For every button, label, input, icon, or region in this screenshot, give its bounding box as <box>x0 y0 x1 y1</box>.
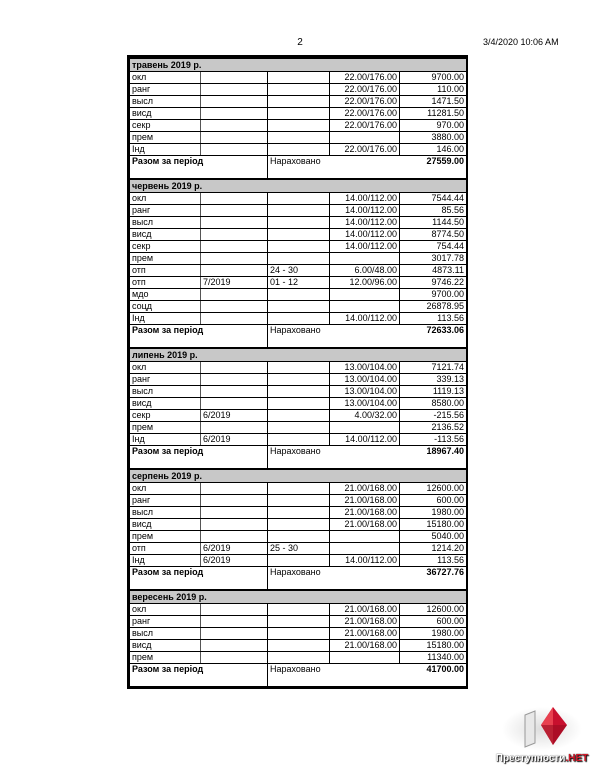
cell-days <box>268 96 330 108</box>
cell-days <box>268 604 330 616</box>
cell-days <box>268 205 330 217</box>
total-amount: 72633.06 <box>400 325 467 349</box>
cell-amount: 1980.00 <box>400 628 467 640</box>
cell-code: секр <box>130 410 201 422</box>
cell-period <box>201 422 268 434</box>
cell-amount: 1214.20 <box>400 543 467 555</box>
cell-hours <box>330 652 400 664</box>
cell-period <box>201 640 268 652</box>
cell-period <box>201 652 268 664</box>
cell-hours <box>330 422 400 434</box>
cell-hours: 21.00/168.00 <box>330 640 400 652</box>
cell-code: прем <box>130 253 201 265</box>
cell-days <box>268 313 330 325</box>
table-row <box>130 217 467 229</box>
cell-code: прем <box>130 652 201 664</box>
table-row <box>130 628 467 640</box>
table-row <box>130 652 467 664</box>
total-amount: 27559.00 <box>400 156 467 180</box>
table-row <box>130 132 467 144</box>
cell-hours <box>330 301 400 313</box>
cell-period <box>201 72 268 84</box>
cell-period <box>201 519 268 531</box>
cell-period <box>201 132 268 144</box>
cell-amount: 600.00 <box>400 616 467 628</box>
print-datetime: 3/4/2020 10:06 AM <box>483 37 559 47</box>
cell-period <box>201 120 268 132</box>
watermark-logo <box>487 703 597 773</box>
cell-days <box>268 628 330 640</box>
cell-hours: 21.00/168.00 <box>330 628 400 640</box>
watermark-text-main: Преступности <box>495 753 566 764</box>
table-row <box>130 398 467 410</box>
cell-hours: 13.00/104.00 <box>330 398 400 410</box>
total-label: Разом за період <box>130 325 268 349</box>
period-total-row <box>130 567 467 591</box>
month-header <box>130 590 467 604</box>
cell-hours: 22.00/176.00 <box>330 144 400 156</box>
table-row <box>130 144 467 156</box>
cell-period <box>201 362 268 374</box>
cell-period <box>201 241 268 253</box>
cell-period <box>201 616 268 628</box>
cell-hours: 13.00/104.00 <box>330 362 400 374</box>
cell-hours: 22.00/176.00 <box>330 96 400 108</box>
cell-code: Інд <box>130 313 201 325</box>
total-label: Разом за період <box>130 446 268 470</box>
cell-period: 6/2019 <box>201 555 268 567</box>
table-row <box>130 519 467 531</box>
cell-days <box>268 398 330 410</box>
table-row <box>130 289 467 301</box>
accrued-label: Нараховано <box>268 325 400 349</box>
cell-code: прем <box>130 531 201 543</box>
cell-period <box>201 386 268 398</box>
cell-code: Інд <box>130 555 201 567</box>
cell-hours: 14.00/112.00 <box>330 193 400 205</box>
cell-code: висд <box>130 519 201 531</box>
cell-period <box>201 507 268 519</box>
table-row <box>130 507 467 519</box>
cell-hours: 14.00/112.00 <box>330 434 400 446</box>
table-row <box>130 616 467 628</box>
cell-amount: 1980.00 <box>400 507 467 519</box>
cell-days <box>268 217 330 229</box>
watermark-text <box>487 753 597 764</box>
cell-period <box>201 253 268 265</box>
cell-period <box>201 374 268 386</box>
cell-days <box>268 386 330 398</box>
cell-days <box>268 434 330 446</box>
cell-amount: 600.00 <box>400 495 467 507</box>
cell-amount: 15180.00 <box>400 640 467 652</box>
cell-code: отп <box>130 543 201 555</box>
cell-code: окл <box>130 362 201 374</box>
cell-days <box>268 253 330 265</box>
cell-days: 25 - 30 <box>268 543 330 555</box>
month-title: вересень 2019 р. <box>130 590 467 604</box>
table-row <box>130 313 467 325</box>
cell-code: ранг <box>130 495 201 507</box>
cell-period <box>201 398 268 410</box>
cell-code: секр <box>130 120 201 132</box>
cell-period <box>201 483 268 495</box>
cell-period: 6/2019 <box>201 434 268 446</box>
table-row <box>130 422 467 434</box>
cell-amount: 110.00 <box>400 84 467 96</box>
cell-amount: -113.56 <box>400 434 467 446</box>
cell-hours: 21.00/168.00 <box>330 604 400 616</box>
cell-hours: 21.00/168.00 <box>330 507 400 519</box>
month-title: травень 2019 р. <box>130 58 467 72</box>
period-total-row <box>130 446 467 470</box>
cell-amount: 12600.00 <box>400 483 467 495</box>
cell-hours: 14.00/112.00 <box>330 313 400 325</box>
month-header <box>130 58 467 72</box>
cell-period <box>201 265 268 277</box>
cell-code: окл <box>130 483 201 495</box>
table-row <box>130 543 467 555</box>
cell-amount: 4873.11 <box>400 265 467 277</box>
cell-period <box>201 531 268 543</box>
cell-period <box>201 301 268 313</box>
table-row <box>130 531 467 543</box>
cell-hours: 12.00/96.00 <box>330 277 400 289</box>
cell-code: Інд <box>130 144 201 156</box>
cell-code: висд <box>130 398 201 410</box>
table-row <box>130 193 467 205</box>
table-row <box>130 72 467 84</box>
cell-hours <box>330 289 400 301</box>
table-row <box>130 555 467 567</box>
cell-period <box>201 217 268 229</box>
cell-period: 7/2019 <box>201 277 268 289</box>
period-total-row <box>130 325 467 349</box>
table-row <box>130 483 467 495</box>
cell-amount: 12600.00 <box>400 604 467 616</box>
month-title: липень 2019 р. <box>130 348 467 362</box>
cell-hours: 22.00/176.00 <box>330 108 400 120</box>
cell-hours: 14.00/112.00 <box>330 205 400 217</box>
cell-code: соцд <box>130 301 201 313</box>
table-row <box>130 84 467 96</box>
cell-code: ранг <box>130 616 201 628</box>
cell-code: ранг <box>130 374 201 386</box>
cell-hours: 22.00/176.00 <box>330 72 400 84</box>
cell-code: прем <box>130 132 201 144</box>
cell-amount: 15180.00 <box>400 519 467 531</box>
cell-code: отп <box>130 265 201 277</box>
cell-code: прем <box>130 422 201 434</box>
cell-period <box>201 96 268 108</box>
cell-period <box>201 205 268 217</box>
total-amount: 36727.76 <box>400 567 467 591</box>
cell-amount: 26878.95 <box>400 301 467 313</box>
cell-days <box>268 229 330 241</box>
table-row <box>130 120 467 132</box>
cell-hours: 22.00/176.00 <box>330 120 400 132</box>
cell-hours <box>330 543 400 555</box>
accrued-label: Нараховано <box>268 156 400 180</box>
cell-amount: 85.56 <box>400 205 467 217</box>
cell-code: высл <box>130 628 201 640</box>
cell-hours <box>330 253 400 265</box>
cell-amount: 5040.00 <box>400 531 467 543</box>
cell-days <box>268 616 330 628</box>
cell-days <box>268 193 330 205</box>
cell-period <box>201 628 268 640</box>
cell-days <box>268 108 330 120</box>
cell-code: висд <box>130 108 201 120</box>
cell-hours: 14.00/112.00 <box>330 217 400 229</box>
month-title: червень 2019 р. <box>130 179 467 193</box>
table-row <box>130 362 467 374</box>
cell-code: висд <box>130 640 201 652</box>
table-row <box>130 96 467 108</box>
table-row <box>130 495 467 507</box>
table-row <box>130 640 467 652</box>
cell-days: 24 - 30 <box>268 265 330 277</box>
total-amount: 41700.00 <box>400 664 467 687</box>
cell-amount: 970.00 <box>400 120 467 132</box>
table-row <box>130 374 467 386</box>
cell-hours: 6.00/48.00 <box>330 265 400 277</box>
cell-hours: 22.00/176.00 <box>330 84 400 96</box>
cell-days <box>268 507 330 519</box>
cell-days <box>268 144 330 156</box>
cell-code: ранг <box>130 205 201 217</box>
cell-code: Інд <box>130 434 201 446</box>
cell-days <box>268 483 330 495</box>
cell-period <box>201 495 268 507</box>
cell-amount: 11281.50 <box>400 108 467 120</box>
cell-amount: 146.00 <box>400 144 467 156</box>
cell-code: высл <box>130 386 201 398</box>
month-header <box>130 469 467 483</box>
total-amount: 18967.40 <box>400 446 467 470</box>
table-row <box>130 265 467 277</box>
period-total-row <box>130 664 467 687</box>
table-row <box>130 277 467 289</box>
cell-days <box>268 362 330 374</box>
accrued-label: Нараховано <box>268 664 400 687</box>
cell-period: 6/2019 <box>201 543 268 555</box>
table-row <box>130 434 467 446</box>
crystal-logo-icon <box>487 703 597 753</box>
cell-days <box>268 555 330 567</box>
cell-hours <box>330 132 400 144</box>
cell-amount: 1119.13 <box>400 386 467 398</box>
cell-amount: 113.56 <box>400 555 467 567</box>
cell-period <box>201 193 268 205</box>
cell-hours: 13.00/104.00 <box>330 386 400 398</box>
cell-code: секр <box>130 241 201 253</box>
cell-amount: 3880.00 <box>400 132 467 144</box>
cell-days <box>268 640 330 652</box>
cell-days <box>268 289 330 301</box>
cell-code: высл <box>130 217 201 229</box>
cell-days <box>268 652 330 664</box>
cell-days <box>268 241 330 253</box>
cell-amount: 1471.50 <box>400 96 467 108</box>
accrued-label: Нараховано <box>268 567 400 591</box>
cell-period: 6/2019 <box>201 410 268 422</box>
cell-days <box>268 422 330 434</box>
cell-hours: 21.00/168.00 <box>330 519 400 531</box>
cell-amount: 339.13 <box>400 374 467 386</box>
cell-amount: 9700.00 <box>400 72 467 84</box>
cell-days <box>268 120 330 132</box>
accrued-label: Нараховано <box>268 446 400 470</box>
cell-code: ранг <box>130 84 201 96</box>
cell-period <box>201 144 268 156</box>
period-total-row <box>130 156 467 180</box>
total-label: Разом за період <box>130 567 268 591</box>
cell-amount: 7544.44 <box>400 193 467 205</box>
table-row <box>130 386 467 398</box>
cell-days <box>268 495 330 507</box>
cell-hours: 13.00/104.00 <box>330 374 400 386</box>
cell-code: мдо <box>130 289 201 301</box>
cell-days <box>268 132 330 144</box>
cell-amount: 2136.52 <box>400 422 467 434</box>
cell-days <box>268 84 330 96</box>
table-row <box>130 410 467 422</box>
watermark-text-suffix: .НЕТ <box>565 753 589 764</box>
cell-hours: 14.00/112.00 <box>330 241 400 253</box>
payroll-sheet <box>127 55 468 689</box>
table-row <box>130 229 467 241</box>
cell-days: 01 - 12 <box>268 277 330 289</box>
cell-amount: -215.56 <box>400 410 467 422</box>
table-row <box>130 253 467 265</box>
cell-amount: 7121.74 <box>400 362 467 374</box>
cell-days <box>268 531 330 543</box>
month-header <box>130 348 467 362</box>
table-row <box>130 604 467 616</box>
cell-hours: 21.00/168.00 <box>330 495 400 507</box>
cell-code: окл <box>130 604 201 616</box>
cell-days <box>268 374 330 386</box>
cell-amount: 9700.00 <box>400 289 467 301</box>
page-number: 2 <box>297 37 303 48</box>
cell-period <box>201 289 268 301</box>
cell-code: висд <box>130 229 201 241</box>
total-label: Разом за період <box>130 156 268 180</box>
cell-code: окл <box>130 193 201 205</box>
cell-hours: 21.00/168.00 <box>330 483 400 495</box>
cell-period <box>201 229 268 241</box>
cell-amount: 8774.50 <box>400 229 467 241</box>
cell-amount: 3017.78 <box>400 253 467 265</box>
cell-amount: 11340.00 <box>400 652 467 664</box>
cell-amount: 1144.50 <box>400 217 467 229</box>
cell-amount: 9746.22 <box>400 277 467 289</box>
cell-days <box>268 301 330 313</box>
cell-amount: 113.56 <box>400 313 467 325</box>
table-row <box>130 241 467 253</box>
month-header <box>130 179 467 193</box>
cell-hours <box>330 531 400 543</box>
cell-code: высл <box>130 96 201 108</box>
cell-period <box>201 108 268 120</box>
table-row <box>130 205 467 217</box>
cell-amount: 8580.00 <box>400 398 467 410</box>
cell-hours: 21.00/168.00 <box>330 616 400 628</box>
cell-period <box>201 604 268 616</box>
table-row <box>130 301 467 313</box>
payroll-table <box>129 57 467 687</box>
cell-hours: 14.00/112.00 <box>330 229 400 241</box>
cell-hours: 4.00/32.00 <box>330 410 400 422</box>
cell-amount: 754.44 <box>400 241 467 253</box>
cell-days <box>268 410 330 422</box>
cell-hours: 14.00/112.00 <box>330 555 400 567</box>
cell-code: высл <box>130 507 201 519</box>
cell-days <box>268 519 330 531</box>
cell-code: отп <box>130 277 201 289</box>
cell-period <box>201 84 268 96</box>
table-row <box>130 108 467 120</box>
cell-days <box>268 72 330 84</box>
cell-code: окл <box>130 72 201 84</box>
month-title: серпень 2019 р. <box>130 469 467 483</box>
cell-period <box>201 313 268 325</box>
total-label: Разом за період <box>130 664 268 687</box>
